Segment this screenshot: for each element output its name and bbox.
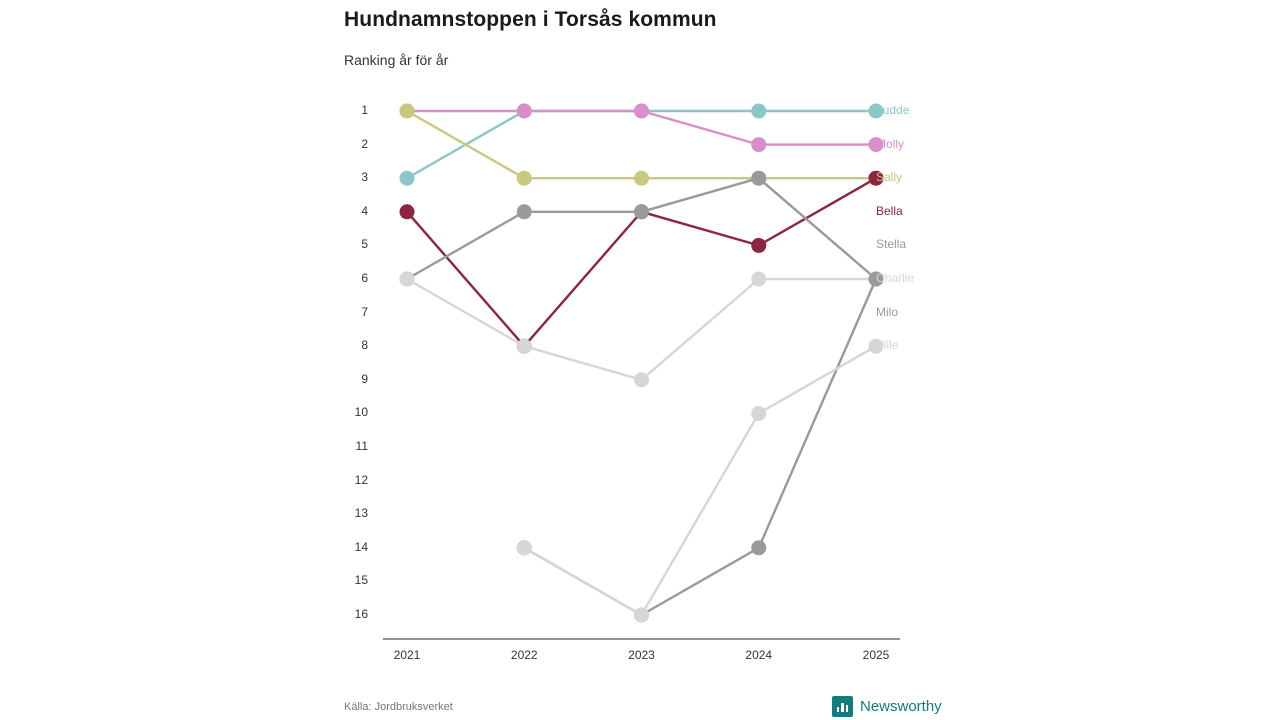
y-tick-label: 13 [354, 506, 368, 521]
x-tick-label: 2024 [745, 648, 773, 662]
y-tick-label: 14 [354, 539, 368, 554]
series-label-stella: Stella [876, 237, 907, 252]
series-label-milo: Milo [876, 304, 899, 319]
chart-subtitle: Ranking år för år [344, 52, 449, 68]
y-tick-label: 2 [361, 136, 368, 151]
series-label-ludde: Ludde [876, 103, 910, 117]
series-label-charlie: Charlie [876, 271, 915, 285]
y-tick-label: 6 [361, 271, 368, 285]
y-tick-label: 1 [361, 103, 368, 117]
y-tick-label: 4 [361, 203, 368, 218]
x-tick-label: 2022 [510, 648, 538, 662]
y-tick-label: 10 [354, 405, 368, 420]
page-title: Hundnamnstoppen i Torsås kommun [344, 8, 717, 31]
x-tick-label: 2023 [628, 648, 655, 662]
source-note: Källa: Jordbruksverket [344, 701, 453, 713]
y-tick-label: 5 [361, 237, 368, 252]
series-label-molly: Molly [876, 136, 905, 151]
y-tick-label: 8 [361, 338, 368, 353]
y-tick-label: 7 [361, 304, 368, 319]
y-tick-label: 11 [355, 439, 368, 453]
x-tick-label: 2025 [862, 648, 890, 662]
y-tick-label: 16 [354, 607, 368, 621]
y-tick-label: 3 [361, 170, 368, 185]
x-tick-label: 2021 [393, 648, 421, 662]
brand-name: Newsworthy [860, 698, 942, 715]
series-label-sally: Sally [876, 170, 903, 185]
brand-logo [832, 696, 942, 717]
series-label-ville: Ville [876, 338, 899, 353]
y-tick-label: 9 [361, 371, 368, 386]
newsworthy-bars-icon [832, 696, 853, 717]
series-label-bella: Bella [876, 203, 903, 218]
y-tick-label: 12 [354, 472, 368, 487]
y-tick-label: 15 [354, 573, 368, 588]
